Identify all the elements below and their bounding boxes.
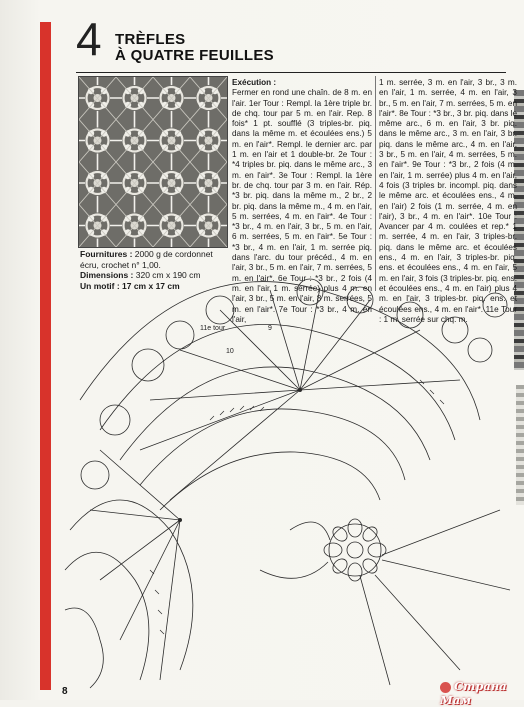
title-line-1: TRÈFLES [115,31,186,48]
watermark-text: Страна Мам [440,679,507,707]
crochet-diagram [60,270,524,690]
dimensions-text: 320 cm x 190 cm [135,270,201,280]
pattern-number: 4 [76,13,102,65]
diagram-label-10: 10 [226,348,234,355]
instructions-text-a: Fermer en rond une chaîn. de 8 m. en l'air. 1er Tour : Rempl. la 1ère triple br. de chq. tour par 5 m. en l'air. Rep. 8 fois* 1 pt. soufflé (3 triples-br. piq. dans la même m. et écoulées ens.) 5 m. en l'air*. Rempl. le dernier arc. par 1 m. en l'air et 1 double-br. 2e Tour : *4 triples br. piq. dans le même arc., 3 m. en l'air*. 3e Tour : Rempl. la 1ère br. de chq. tour par 3 m. en l'air. Rép. *3 br. piq. dans la même m., 2 br., 2 br. piq. dans la même m., 4 m. en l'air, 5 m. serrées, 4 m. en l'air*. 4e Tour : *3 br., 4 m. en l'air, 3 br., 5 m. en l'air, 6 m. serrées, 5 m. en l'air*. 5e Tour : *3 br., 4 m. en l'air, 1 m. serrée piq. dans l'arc. du tour précéd., 4 m. en l'air, 3 br., 5 m. en l'air, 7 m. serrées, 5 m. en l'air*. 6e Tour : *3 br., 2 fois (4 m. en l'air 1 m. serrée) plus 4 m. en l'air, 3 br., 5 m. en l'air, 8 m. serrées, 5 m. en l'air*. 7e Tour : *3 br., 4 m. en l'air, [232,88,372,324]
instructions-column-b: 1 m. serrée, 3 m. en l'air, 3 br., 3 m. en l'air, 1 m. serrée, 4 m. en l'air, 3 br., 5 m. en l'air, 7 m. serrées, 5 m. en l'air*. 8e Tour : *3 br., 3 br. piq. dans le même arc., 6 m. en l'air, 3 br. piq. dans le même arc., 3 m. en l'air, 3 br. piq. dans le même arc., 4 m. en l'air, 3 br., 5 m. en l'air, 4 m. serrées, 5 m. en l'air*. 9e Tour : *3 br., 2 fois (4 m. en l'air, 1 m. serrée) plus 4 m. en l'air, 4 fois (3 triples br. incompl. piq. dans le même arc. et écoulées ens., 4 m. en l'air) 2 fois (1 m. serrée, 4 m. en l'air), 3 br., 4 m. en l'air*. 10e Tour : Avancer par 4 m. coulées et rep.* 1 m. serrée, 4 m. en l'air, 3 triples-br. piq. dans le même arc. et écoulées ens., 4 m. en l'air, 3 triples-br. piq. ens. et écoulées ens., 4 m. en l'air, 5 m. en l'air, 3 fois (3 triples-br. piq. ens. et écoulées ens., 4 m. en l'air) plus 4 m. en l'air, 3 triples-br. piq. ens. et écoulées ens., 4 m. en l'air*. 11e Tour : 1 m. serrée sur chq. m. [379,78,517,324]
execution-heading: Exécution : [232,78,277,87]
dimensions-label: Dimensions : [80,270,134,280]
pattern-title [115,32,274,64]
fournitures-label: Fournitures : [80,249,133,259]
fournitures-text: 2000 g de cordonnet écru, crochet n° 1,00. [80,249,213,270]
lace-photo [78,76,228,248]
instructions-column-a [232,78,372,324]
motif-size: Un motif : 17 cm x 17 cm [80,280,180,291]
watermark [440,679,524,707]
page-number: 8 [62,686,68,697]
title-line-2: À QUATRE FEUILLES [115,47,274,64]
diagram-label-9: 9 [268,325,272,332]
header-rule [76,72,506,73]
diagram-label-11e-tour: 11e tour [200,325,226,332]
watermark-logo-icon [440,682,451,693]
red-margin-bar [40,22,51,690]
column-divider [375,76,376,291]
